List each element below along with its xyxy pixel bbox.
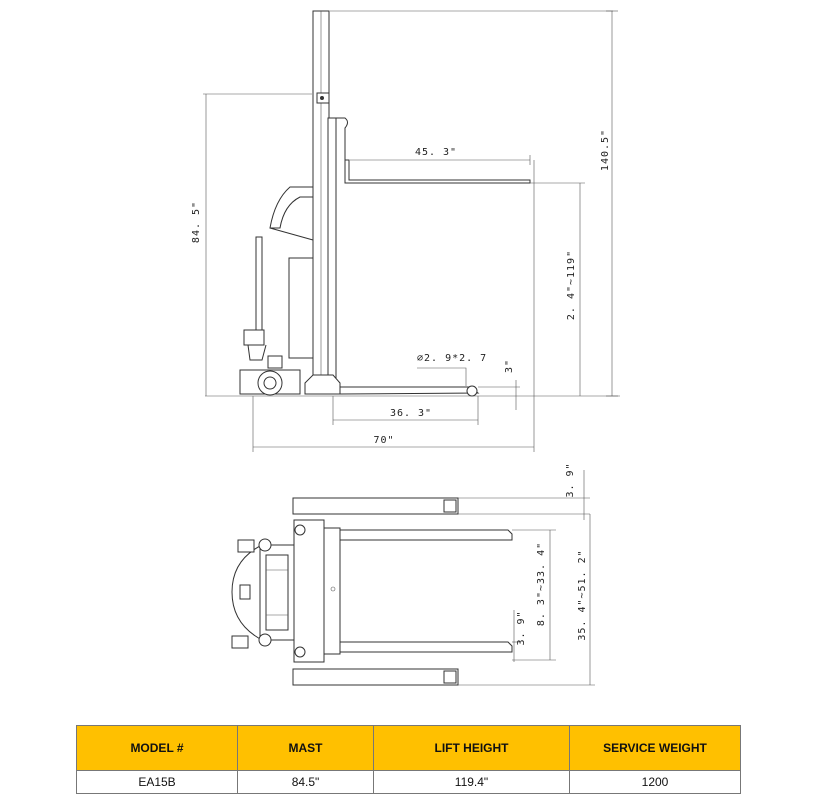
dim-fork-width: 3. 9" [516,610,527,646]
dim-overall-length: 70" [373,435,395,446]
header-lift-height: LIFT HEIGHT [374,726,570,771]
dim-leg-width: 3. 9" [565,462,576,498]
cell-lift-height: 119.4" [374,771,570,794]
dim-mast-height: 84. 5" [191,200,202,244]
header-mast: MAST [238,726,374,771]
spec-table [76,725,741,794]
header-service-weight: SERVICE WEIGHT [570,726,741,771]
side-view [205,11,620,396]
dim-fork-clearance: 3" [504,358,515,374]
cell-mast: 84.5" [238,771,374,794]
cell-model: EA15B [77,771,238,794]
dim-fork-length: 45. 3" [414,147,458,158]
table-header-row [77,726,741,771]
dim-outer-width: 35. 4"~51. 2" [577,549,588,641]
dim-base-length: 36. 3" [389,408,433,419]
dim-total-height: 140.5" [600,128,611,172]
header-model: MODEL # [77,726,238,771]
dim-lift-range: 2. 4"~119" [566,249,577,321]
table-row [77,771,741,794]
dim-fork-spread: 8. 3"~33. 4" [536,541,547,627]
dim-wheel-size: ∅2. 9*2. 7 [417,353,488,364]
cell-service-weight: 1200 [570,771,741,794]
top-view [232,498,512,685]
